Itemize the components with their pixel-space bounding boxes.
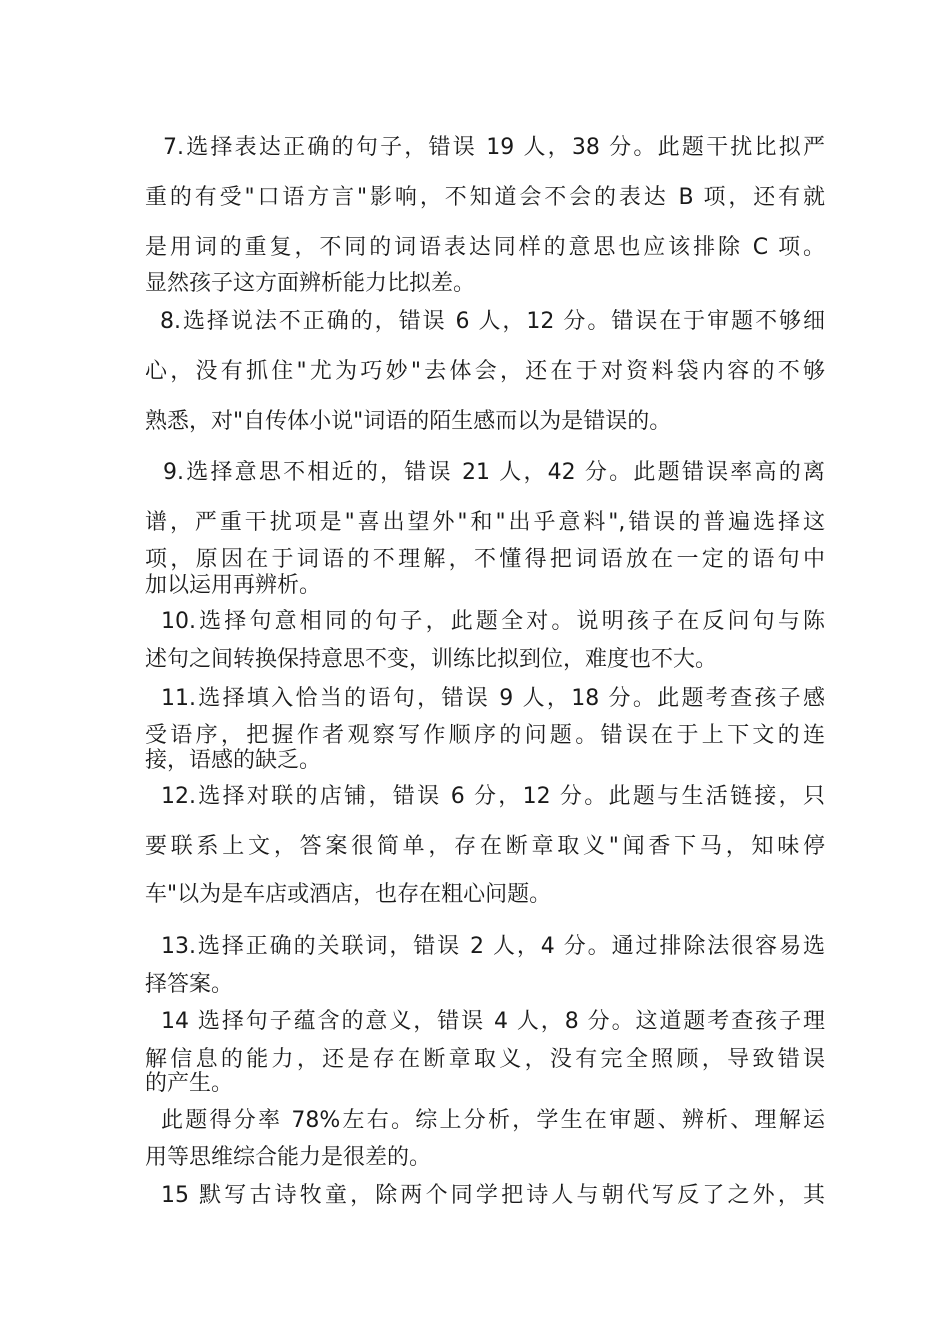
paragraph-7-line-2: 重的有受"口语方言"影响，不知道会不会的表达 B 项，还有就 [145, 185, 825, 210]
paragraph-7-line-3: 是用词的重复，不同的词语表达同样的意思也应该排除 C 项。 [145, 235, 825, 260]
paragraph-9-line-1: 9.选择意思不相近的，错误 21 人，42 分。此题错误率高的离 [163, 460, 825, 485]
paragraph-8-line-3: 熟悉，对"自传体小说"词语的陌生感而以为是错误的。 [145, 409, 672, 434]
paragraph-13-line-1: 13.选择正确的关联词，错误 2 人，4 分。通过排除法很容易选 [161, 934, 825, 959]
paragraph-10-line-2: 述句之间转换保持意思不变，训练比拟到位，难度也不大。 [145, 647, 718, 672]
paragraph-9-line-4: 加以运用再辨析。 [145, 573, 322, 598]
paragraph-9-line-2: 谱，严重干扰项是"喜出望外"和"出乎意料",错误的普遍选择这 [145, 510, 825, 535]
paragraph-8-line-2: 心，没有抓住"尤为巧妙"去体会，还在于对资料袋内容的不够 [145, 359, 825, 384]
paragraph-11-line-1: 11.选择填入恰当的语句，错误 9 人，18 分。此题考查孩子感 [161, 686, 825, 711]
summary-line-2: 用等思维综合能力是很差的。 [145, 1145, 432, 1170]
paragraph-13-line-2: 择答案。 [145, 972, 234, 997]
paragraph-12-line-3: 车"以为是车店或酒店，也存在粗心问题。 [145, 882, 552, 907]
paragraph-14-line-1: 14 选择句子蕴含的意义，错误 4 人，8 分。这道题考查孩子理 [161, 1009, 825, 1034]
paragraph-11-line-2: 受语序，把握作者观察写作顺序的问题。错误在于上下文的连 [145, 723, 825, 748]
paragraph-9-line-3: 项，原因在于词语的不理解，不懂得把词语放在一定的语句中 [145, 547, 825, 572]
paragraph-7-line-4: 显然孩子这方面辨析能力比拟差。 [145, 271, 476, 296]
paragraph-10-line-1: 10.选择句意相同的句子，此题全对。说明孩子在反问句与陈 [161, 609, 825, 634]
paragraph-14-line-3: 的产生。 [145, 1071, 234, 1096]
paragraph-11-line-3: 接，语感的缺乏。 [145, 748, 322, 773]
paragraph-12-line-2: 要联系上文，答案很简单，存在断章取义"闻香下马，知味停 [145, 834, 825, 859]
paragraph-7-line-1: 7.选择表达正确的句子，错误 19 人，38 分。此题干扰比拟严 [163, 135, 825, 160]
paragraph-12-line-1: 12.选择对联的店铺，错误 6 分，12 分。此题与生活链接，只 [161, 784, 825, 809]
summary-line-1: 此题得分率 78%左右。综上分析，学生在审题、辨析、理解运 [161, 1108, 825, 1133]
paragraph-14-line-2: 解信息的能力，还是存在断章取义，没有完全照顾，导致错误 [145, 1047, 825, 1072]
paragraph-15-line-1: 15 默写古诗牧童，除两个同学把诗人与朝代写反了之外，其 [161, 1183, 825, 1208]
paragraph-8-line-1: 8.选择说法不正确的，错误 6 人，12 分。错误在于审题不够细 [160, 309, 825, 334]
